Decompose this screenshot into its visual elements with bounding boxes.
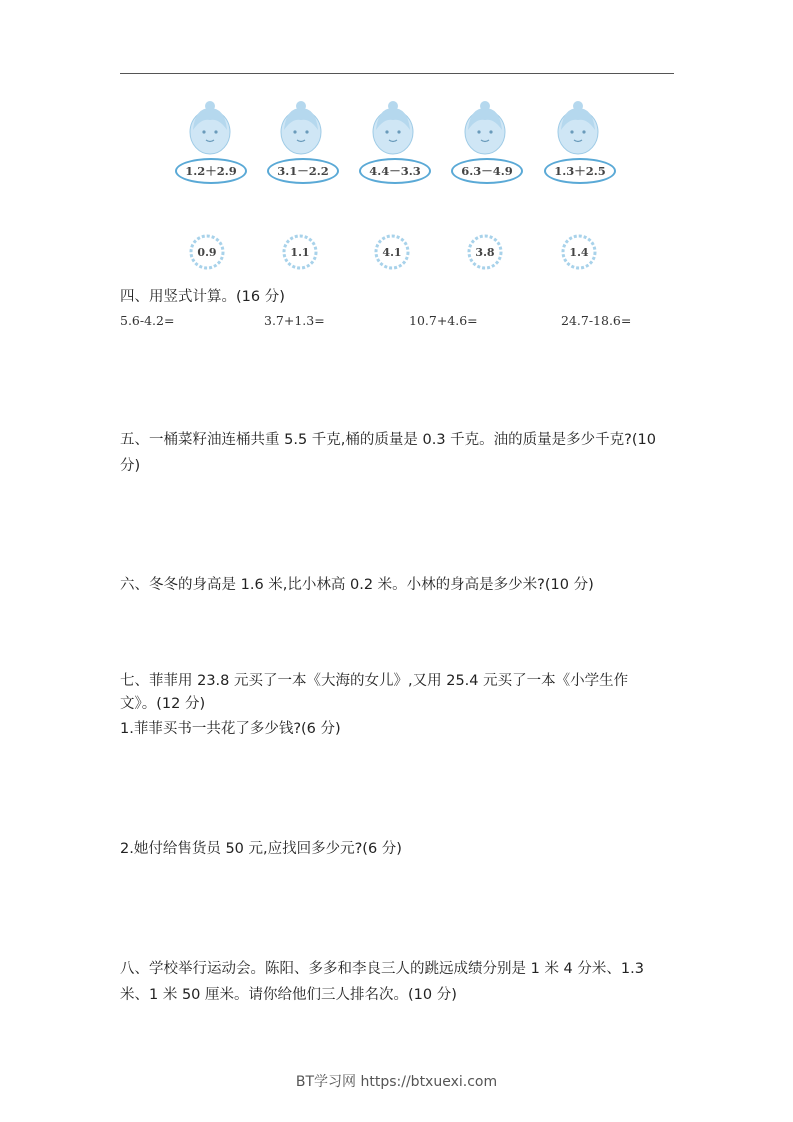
answer-wreath-4 [466,233,504,271]
section-5-line-2: 分) [120,458,141,474]
girl-face-icon [185,100,235,158]
girl-face-icon [276,100,326,158]
calc-item-1: 5.6-4.2= [120,313,175,328]
answer-value: 1.4 [569,245,589,259]
answer-value: 3.8 [475,245,495,259]
answer-value: 0.9 [197,245,217,259]
section-7-line-1: 七、菲菲用 23.8 元买了一本《大海的女儿》,又用 25.4 元买了一本《小学生作 [120,673,629,689]
section-8-line-1: 八、学校举行运动会。陈阳、多多和李良三人的跳远成绩分别是 1 米 4 分米、1.3 [120,961,644,977]
expression-oval-4: 6.3－4.9 [451,158,523,184]
section-6-line-1: 六、冬冬的身高是 1.6 米,比小林高 0.2 米。小林的身高是多少米?(10 分) [120,577,594,593]
answer-value: 4.1 [382,245,402,259]
calc-item-3: 10.7+4.6= [409,313,478,328]
expression-oval-1: 1.2＋2.9 [175,158,247,184]
answer-wreath-1 [188,233,226,271]
girl-figure-4 [445,100,525,158]
answer-wreath-2 [281,233,319,271]
girl-face-icon [460,100,510,158]
expression-oval-5: 1.3＋2.5 [544,158,616,184]
expression-oval-3: 4.4－3.3 [359,158,431,184]
girl-figure-5 [538,100,618,158]
section-7-line-2: 文》。(12 分) [120,696,206,712]
calc-item-4: 24.7-18.6= [561,313,632,328]
calc-item-2: 3.7+1.3= [264,313,325,328]
expression-oval-2: 3.1－2.2 [267,158,339,184]
footer-watermark: BT学习网 https://btxuexi.com [295,1074,498,1090]
girl-figure-3 [353,100,433,158]
section-5-line-1: 五、一桶菜籽油连桶共重 5.5 千克,桶的质量是 0.3 千克。油的质量是多少千克?(10 [120,432,656,448]
section-8-line-2: 米、1 米 50 厘米。请你给他们三人排名次。(10 分) [120,987,457,1003]
girl-face-icon [368,100,418,158]
answer-wreath-5 [560,233,598,271]
girl-face-icon [553,100,603,158]
section-7-question-2: 2.她付给售货员 50 元,应找回多少元?(6 分) [120,841,402,857]
girl-figure-2 [261,100,341,158]
section-7-question-1: 1.菲菲买书一共花了多少钱?(6 分) [120,721,341,737]
top-rule [120,73,674,74]
girl-figure-1 [170,100,250,158]
section-4-title: 四、用竖式计算。(16 分) [120,289,285,305]
answer-value: 1.1 [290,245,310,259]
answer-wreath-3 [373,233,411,271]
